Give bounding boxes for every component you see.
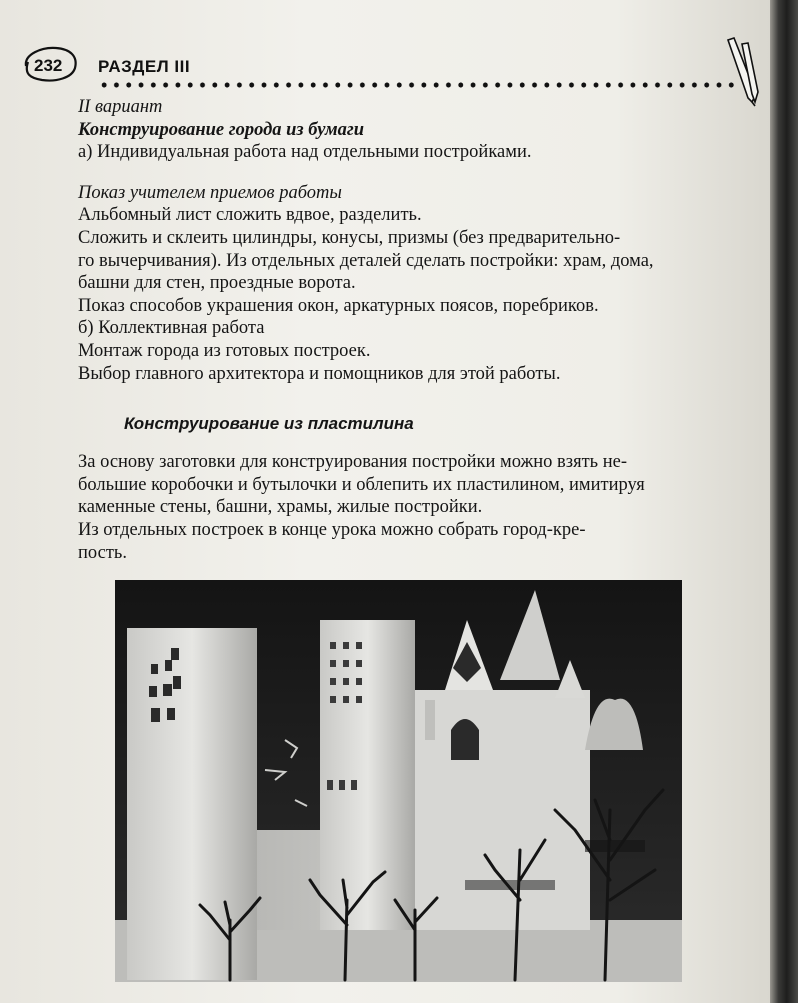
item-b: б) Коллективная работа [78, 318, 265, 339]
instruction-line-3: Показ способов украшения окон, аркатурных поясов, поребриков. [78, 295, 599, 316]
paper-city-photo [115, 580, 682, 982]
dotted-rule [98, 80, 738, 90]
lesson-title: Конструирование города из бумаги [78, 119, 365, 140]
paragraph-6-line-1: За основу заготовки для конструирования постройки можно взять не- [78, 452, 628, 473]
body-text [78, 96, 750, 564]
page-number: 232 [34, 56, 63, 75]
paragraph-2-line-1: Сложить и склеить цилиндры, конусы, призмы (без предварительно- [78, 227, 621, 248]
item-a: а) Индивидуальная работа над отдельными постройками. [78, 142, 532, 163]
plasticine-heading: Конструирование из пластилина [124, 414, 414, 434]
book-spine [770, 0, 798, 1003]
paragraph-2-line-3: башни для стен, проездные ворота. [78, 273, 356, 294]
paragraph-6-line-2: большие коробочки и бутылочки и облепить их пластилином, имитируя [78, 474, 645, 495]
page-header [14, 42, 764, 96]
paragraph-6-line-3: каменные стены, башни, храмы, жилые постройки. [78, 497, 483, 518]
section-title: РАЗДЕЛ III [98, 57, 191, 76]
paragraph-2-line-2: го вычерчивания). Из отдельных деталей сделать постройки: храм, дома, [78, 250, 654, 271]
paragraph-7-line-2: пость. [78, 542, 127, 563]
instruction-line-1: Альбомный лист сложить вдвое, разделить. [78, 205, 422, 226]
instruction-line-4: Монтаж города из готовых построек. [78, 340, 371, 361]
paragraph-7-line-1: Из отдельных построек в конце урока можно собрать город-кре- [78, 519, 586, 540]
demo-heading: Показ учителем приемов работы [78, 182, 342, 203]
instruction-line-5: Выбор главного архитектора и помощников для этой работы. [78, 363, 561, 384]
variant-label: II вариант [78, 97, 163, 117]
